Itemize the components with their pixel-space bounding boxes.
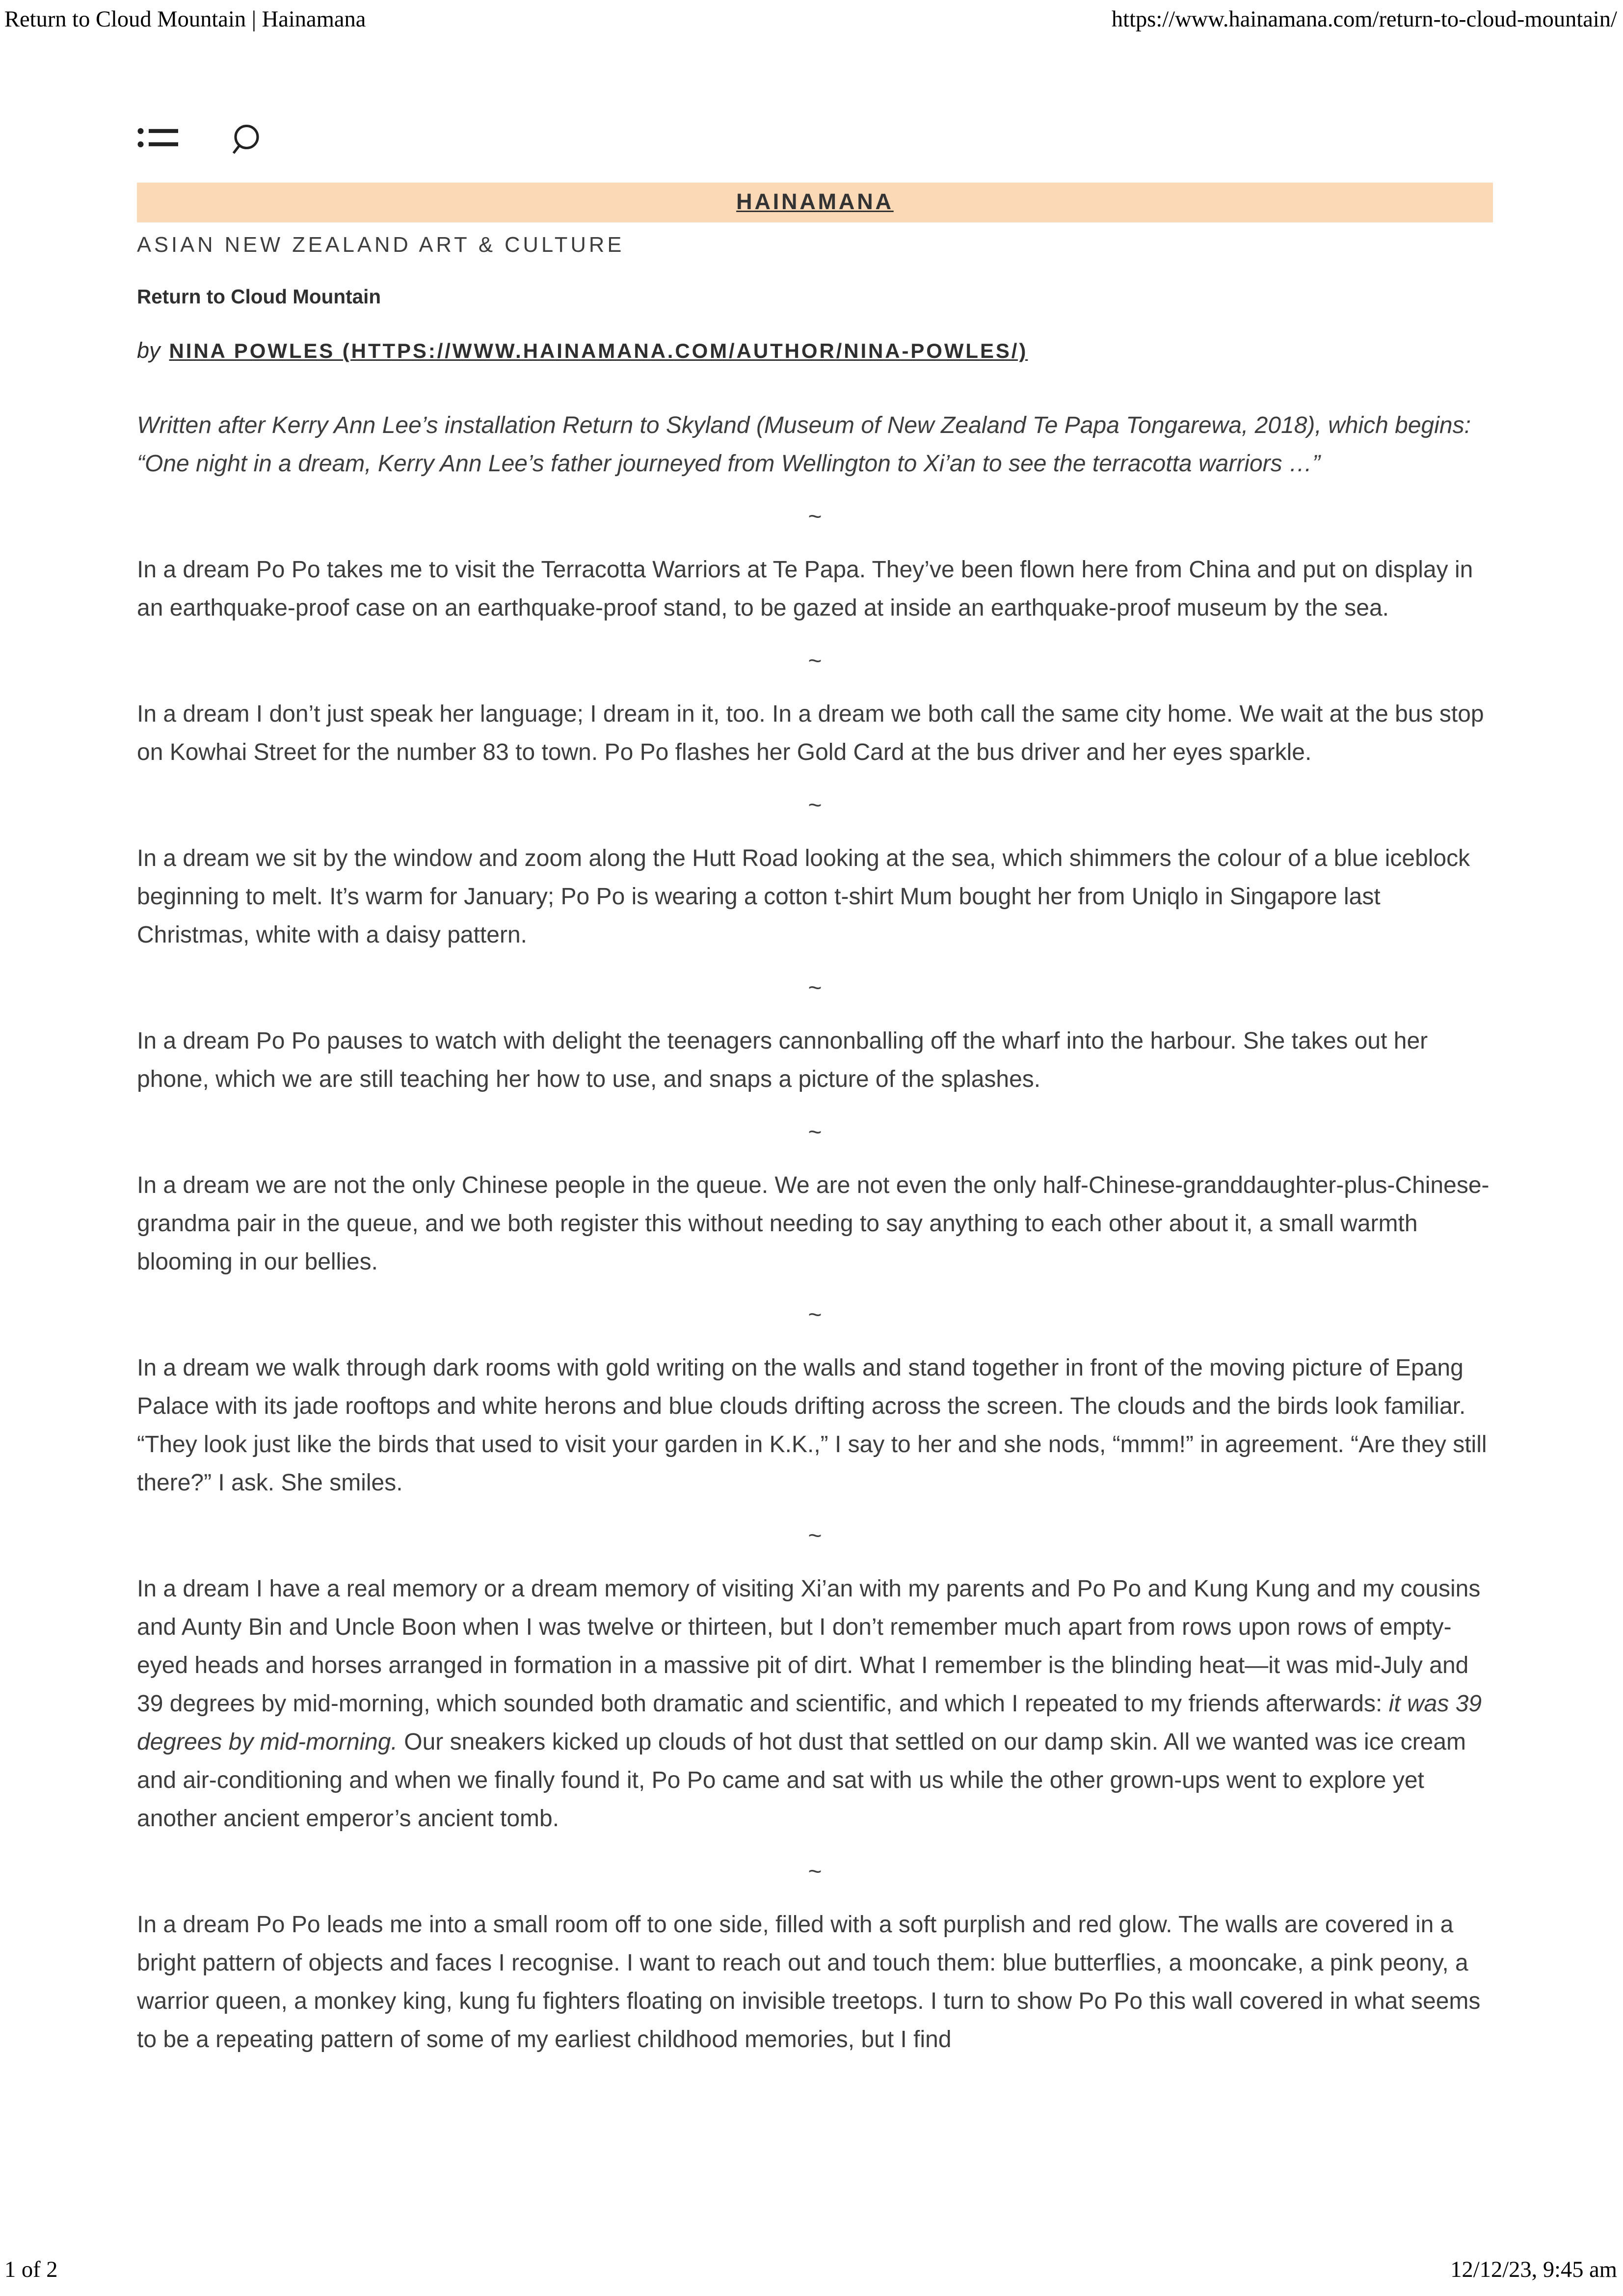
print-title: Return to Cloud Mountain | Hainamana <box>4 7 366 32</box>
tilde-separator: ~ <box>808 649 822 675</box>
byline <box>137 339 1493 364</box>
article-title: Return to Cloud Mountain <box>137 286 381 308</box>
print-datetime: 12/12/23, 9:45 am <box>1450 2258 1617 2283</box>
print-url: https://www.hainamana.com/return-to-cloud-mountain/ <box>1111 7 1617 32</box>
tilde-separator: ~ <box>808 1121 822 1146</box>
tilde-separator: ~ <box>808 976 822 1001</box>
byline-prefix: by <box>137 339 160 364</box>
article-paragraph: In a dream I have a real memory or a dream memory of visiting Xi’an with my parents and Po Po and Kung Kung and my cousins and Aunty Bin and Uncle Boon when I was twelve or thirteen, but I don’t remember much apart from rows upon rows of empty-eyed heads and horses arranged in formation in a massive pit of dirt. What I remember is the blinding heat—it was mid-July and 39 degrees by mid-morning, which sounded both dramatic and scientific, and which I repeated to my friends afterwards: it was 39 degrees by mid-morning. Our sneakers kicked up clouds of hot dust that settled on our damp skin. All we wanted was ice cream and air-conditioning and when we finally found it, Po Po came and sat with us while the other grown-ups went to explore yet another ancient emperor’s ancient tomb. <box>137 1577 1482 1832</box>
intro-paragraph: Written after Kerry Ann Lee’s installation Return to Skyland (Museum of New Zealand Te Papa Tongarewa, 2018), which begins: “One night in a dream, Kerry Ann Lee’s father journeyed from Wellington to Xi’an to see the terracotta warriors …” <box>137 414 1471 477</box>
article-paragraph: In a dream we walk through dark rooms with gold writing on the walls and stand together in front of the moving picture of Epang Palace with its jade rooftops and white herons and blue clouds drifting across the screen. The clouds and the birds look familiar. “They look just like the birds that used to visit your garden in K.K.,” I say to her and she nods, “mmm!” in agreement. “Are they still there?” I ask. She smiles. <box>137 1356 1487 1496</box>
tilde-separator: ~ <box>808 1860 822 1885</box>
toolbar <box>137 124 1493 156</box>
site-banner <box>137 183 1493 222</box>
article-paragraph: In a dream Po Po takes me to visit the Terracotta Warriors at Te Papa. They’ve been flown here from China and put on display in an earthquake-proof case on an earthquake-proof stand, to be gazed at inside an earthquake-proof museum by the sea. <box>137 558 1473 621</box>
print-page-number: 1 of 2 <box>4 2258 58 2283</box>
article-paragraph: In a dream Po Po pauses to watch with delight the teenagers cannonballing off the wharf into the harbour. She takes out her phone, which we are still teaching her how to use, and snaps a picture of the splashes. <box>137 1029 1428 1093</box>
tilde-separator: ~ <box>808 794 822 819</box>
menu-icon[interactable] <box>137 124 181 156</box>
tilde-separator: ~ <box>808 1524 822 1549</box>
search-icon[interactable] <box>228 122 264 158</box>
article-body <box>137 499 1493 2060</box>
article-paragraph: In a dream we are not the only Chinese people in the queue. We are not even the only half-Chinese-granddaughter-plus-Chinese-grandma pair in the queue, and we both register this without needing to say anything to each other about it, a small warmth blooming in our bellies. <box>137 1174 1490 1275</box>
site-name-link[interactable]: HAINAMANA <box>736 190 894 215</box>
page-content <box>137 124 1493 2060</box>
article-paragraph: In a dream we sit by the window and zoom along the Hutt Road looking at the sea, which shimmers the colour of a blue iceblock beginning to melt. It’s warm for January; Po Po is wearing a cotton t-shirt Mum bought her from Uniqlo in Singapore last Christmas, white with a daisy pattern. <box>137 847 1470 948</box>
tilde-separator: ~ <box>808 505 822 530</box>
tilde-separator: ~ <box>808 1303 822 1328</box>
author-link[interactable]: NINA POWLES (HTTPS://WWW.HAINAMANA.COM/AUTHOR/NINA-POWLES/) <box>169 339 1028 362</box>
site-tagline: ASIAN NEW ZEALAND ART & CULTURE <box>137 234 625 258</box>
article-paragraph: In a dream Po Po leads me into a small room off to one side, filled with a soft purplish and red glow. The walls are covered in a bright pattern of objects and faces I recognise. I want to reach out and touch them: blue butterflies, a mooncake, a pink peony, a warrior queen, a monkey king, kung fu fighters floating on invisible treetops. I turn to show Po Po this wall covered in what seems to be a repeating pattern of some of my earliest childhood memories, but I find <box>137 1913 1481 2053</box>
article-paragraph: In a dream I don’t just speak her language; I dream in it, too. In a dream we both call the same city home. We wait at the bus stop on Kowhai Street for the number 83 to town. Po Po flashes her Gold Card at the bus driver and her eyes sparkle. <box>137 702 1484 766</box>
